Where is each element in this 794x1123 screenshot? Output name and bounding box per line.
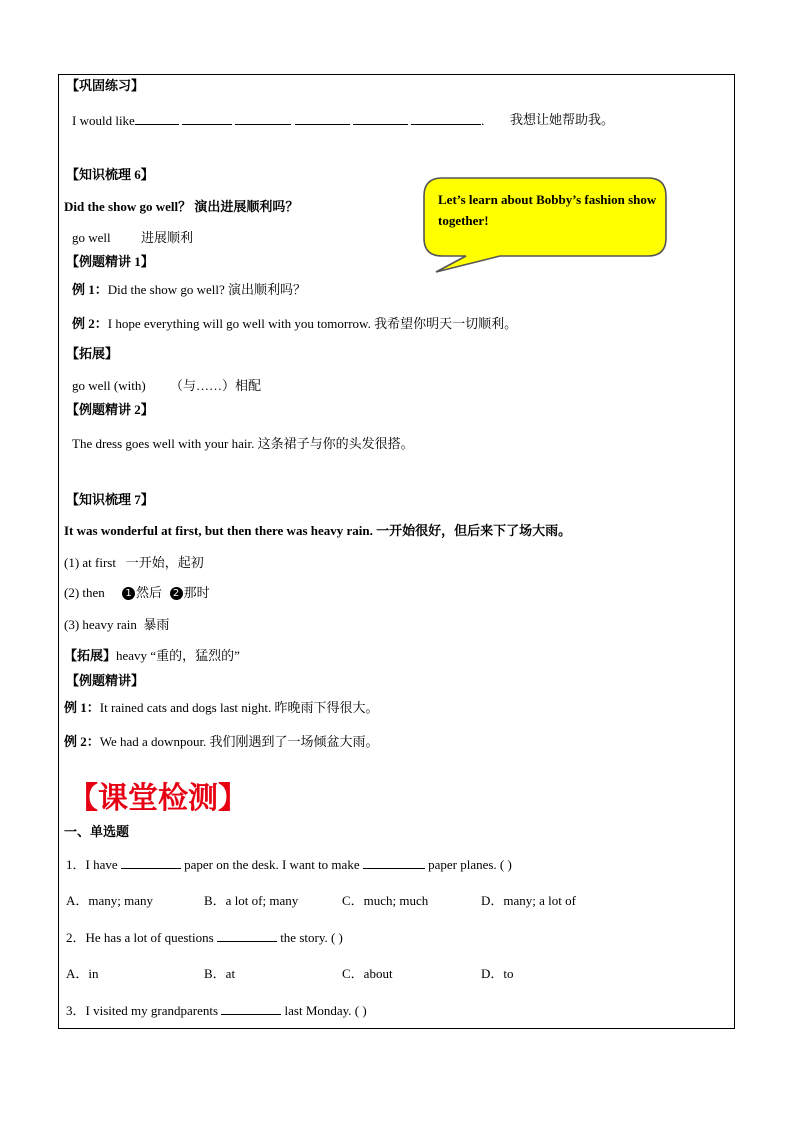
point6-heading: 【知识梳理 6】 [66, 167, 154, 182]
q1-option-c[interactable]: C．much; much [342, 893, 429, 908]
circled-number-icon: 1 [122, 587, 135, 600]
item-meaning: 暴雨 [143, 617, 170, 632]
example-label: 例 2： [64, 734, 100, 749]
q2-option-c[interactable]: C．about [342, 966, 393, 981]
practice-sentence [72, 112, 484, 129]
practice-sentence-start: I would like [72, 113, 135, 128]
question-number: 1． [66, 857, 86, 872]
point7-extend [64, 648, 240, 664]
extend-heading: 【拓展】 [64, 648, 117, 663]
point7-heading: 【知识梳理 7】 [66, 492, 154, 507]
question-text: He has a lot of questions [85, 930, 214, 945]
point6-example2-heading: 【例题精讲 2】 [66, 402, 154, 417]
point6-extend-meaning: （与……）相配 [170, 378, 262, 393]
speech-bubble-text: Let’s learn about Bobby’s fashion show together! [438, 192, 657, 228]
answer-blank[interactable] [221, 1002, 281, 1015]
point6-example-heading: 【例题精讲 1】 [66, 254, 154, 269]
q1-option-a[interactable]: A．many; many [66, 893, 154, 908]
point7-item-3 [64, 617, 169, 633]
answer-blank[interactable] [217, 929, 277, 942]
example-text: I hope everything will go well with you tomorrow. 我希望你明天一切顺利。 [107, 316, 518, 331]
practice-heading: 【巩固练习】 [66, 78, 145, 93]
example-text: Did the show go well? 演出顺利吗？ [107, 282, 306, 297]
item-meaning: 一开始，起初 [125, 555, 204, 570]
point7-example-heading: 【例题精讲】 [66, 673, 145, 688]
answer-blank[interactable] [121, 856, 181, 869]
question-3 [66, 1002, 367, 1019]
question-text: last Monday. ( ) [284, 1003, 367, 1018]
point7-sentence: It was wonderful at first, but then there was heavy rain. 一开始很好，但后来下了场大雨。 [64, 523, 572, 538]
item-label: (1) at first [64, 555, 116, 570]
example-label: 例 2： [72, 316, 108, 331]
example-text: We had a downpour. 我们刚遇到了一场倾盆大雨。 [99, 734, 379, 749]
point7-item-2 [64, 585, 210, 601]
question-number: 2． [66, 930, 86, 945]
example-label: 例 1： [64, 700, 100, 715]
point7-item-1 [64, 555, 204, 571]
q2-option-a[interactable]: A．in [66, 966, 99, 981]
point6-extend-phrase: go well (with) [72, 378, 146, 393]
answer-blank[interactable] [363, 856, 425, 869]
answer-blank[interactable] [235, 112, 291, 125]
answer-blank[interactable] [295, 112, 350, 125]
question-2 [66, 929, 343, 946]
point7-example-1 [64, 700, 379, 716]
answer-blank[interactable] [353, 112, 408, 125]
question-text: the story. ( ) [280, 930, 343, 945]
q1-option-b[interactable]: B．a lot of; many [204, 893, 299, 908]
item-label: (3) heavy rain [64, 617, 137, 632]
point6-phrase: go well [72, 230, 111, 245]
answer-blank[interactable] [411, 112, 481, 125]
question-1 [66, 856, 512, 873]
question-text: paper planes. ( ) [428, 857, 512, 872]
q2-option-b[interactable]: B．at [204, 966, 236, 981]
question-text: paper on the desk. I want to make [184, 857, 360, 872]
example-text: It rained cats and dogs last night. 昨晚雨下得很大。 [99, 700, 379, 715]
example-label: 例 1： [72, 282, 108, 297]
practice-sentence-end: . [481, 113, 485, 128]
subsection-heading: 一、单选题 [64, 824, 130, 839]
section-title-classroom-test: 【课堂检测】 [68, 781, 248, 816]
point6-phrase-meaning: 进展顺利 [141, 230, 194, 245]
answer-blank[interactable] [182, 112, 232, 125]
question-number: 3． [66, 1003, 86, 1018]
point6-extend-heading: 【拓展】 [66, 346, 119, 361]
question-text: I visited my grandparents [85, 1003, 219, 1018]
point6-example2-text: The dress goes well with your hair. 这条裙子与你的头发很搭。 [72, 436, 414, 451]
point6-example-1 [72, 282, 306, 298]
question-text: I have [85, 857, 118, 872]
point6-sentence: Did the show go well？ 演出进展顺利吗？ [64, 199, 299, 214]
extend-text: heavy “重的，猛烈的” [116, 648, 240, 663]
answer-blank[interactable] [135, 112, 179, 125]
q1-option-d[interactable]: D．many; a lot of [481, 893, 576, 908]
point6-example-2 [72, 316, 517, 332]
item-meaning: 那时 [183, 585, 210, 600]
circled-number-icon: 2 [170, 587, 183, 600]
practice-translation: 我想让她帮助我。 [510, 112, 615, 127]
point7-example-2 [64, 734, 379, 750]
q2-option-d[interactable]: D．to [481, 966, 514, 981]
item-label: (2) then [64, 585, 105, 600]
item-meaning: 然后 [136, 585, 163, 600]
